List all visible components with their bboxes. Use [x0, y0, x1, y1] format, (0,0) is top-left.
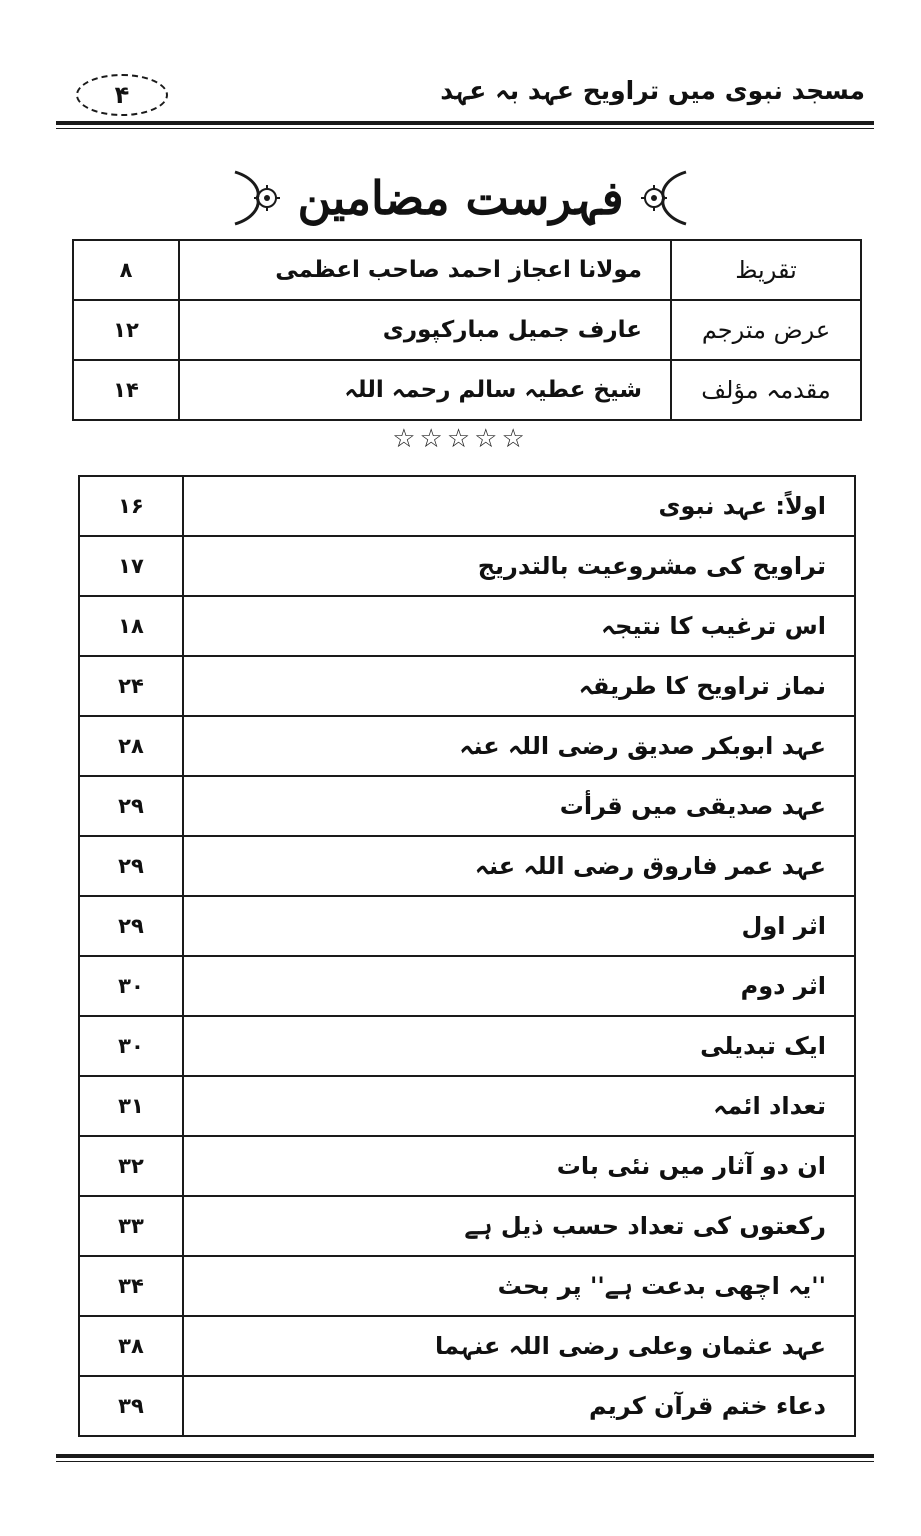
table-row — [79, 596, 855, 656]
front-matter-label: مقدمہ مؤلف — [671, 360, 861, 420]
running-title: مسجد نبوی میں تراویح عہد بہ عہد — [440, 76, 865, 105]
page-ref: ۱۷ — [79, 536, 183, 596]
table-row — [79, 476, 855, 536]
page-ref: ۱۶ — [79, 476, 183, 536]
footer-rule-thick — [56, 1454, 874, 1458]
front-matter-author: مولانا اعجاز احمد صاحب اعظمی — [179, 240, 671, 300]
header-rule-thick — [56, 121, 874, 125]
page-ref: ۱۴ — [73, 360, 179, 420]
page-ref: ۲۹ — [79, 896, 183, 956]
star-separator: ☆☆☆☆☆ — [392, 424, 529, 454]
table-row — [79, 1196, 855, 1256]
topic-title: اولاً: عہد نبوی — [183, 476, 855, 536]
front-matter-label: تقریظ — [671, 240, 861, 300]
topic-title: اثر اول — [183, 896, 855, 956]
table-row — [79, 1136, 855, 1196]
front-matter-author: عارف جمیل مبارکپوری — [179, 300, 671, 360]
table-row — [79, 776, 855, 836]
topic-title: تراویح کی مشروعیت بالتدریج — [183, 536, 855, 596]
topic-title: اس ترغیب کا نتیجہ — [183, 596, 855, 656]
table-row — [79, 1256, 855, 1316]
ornament-right-icon — [638, 168, 698, 228]
page-number: ۴ — [76, 74, 168, 116]
topic-title: ایک تبدیلی — [183, 1016, 855, 1076]
page-ref: ۲۴ — [79, 656, 183, 716]
topic-title: عہد عمر فاروق رضی اللہ عنہ — [183, 836, 855, 896]
page-title: فہرست مضامین — [297, 171, 624, 225]
front-matter-table — [72, 239, 862, 421]
table-row — [79, 1016, 855, 1076]
topic-title: ''یہ اچھی بدعت ہے'' پر بحث — [183, 1256, 855, 1316]
title-block — [0, 158, 921, 238]
table-row — [79, 956, 855, 1016]
front-matter-label: عرض مترجم — [671, 300, 861, 360]
contents-table — [78, 475, 856, 1437]
table-row — [79, 1076, 855, 1136]
page-ref: ۳۰ — [79, 956, 183, 1016]
table-row — [73, 300, 861, 360]
page-ref: ۲۹ — [79, 836, 183, 896]
page-ref: ۲۸ — [79, 716, 183, 776]
header-rule-thin — [56, 128, 874, 129]
page-ref: ۸ — [73, 240, 179, 300]
page-ref: ۳۱ — [79, 1076, 183, 1136]
page-ref: ۳۹ — [79, 1376, 183, 1436]
page-ref: ۲۹ — [79, 776, 183, 836]
page-ref: ۱۲ — [73, 300, 179, 360]
table-row — [79, 896, 855, 956]
page-ref: ۳۰ — [79, 1016, 183, 1076]
page-ref: ۳۲ — [79, 1136, 183, 1196]
page-ref: ۱۸ — [79, 596, 183, 656]
ornament-left-icon — [223, 168, 283, 228]
table-row — [79, 716, 855, 776]
topic-title: نماز تراویح کا طریقہ — [183, 656, 855, 716]
table-row — [79, 836, 855, 896]
topic-title: دعاء ختم قرآن کریم — [183, 1376, 855, 1436]
topic-title: ان دو آثار میں نئی بات — [183, 1136, 855, 1196]
page-ref: ۳۳ — [79, 1196, 183, 1256]
topic-title: تعداد ائمہ — [183, 1076, 855, 1136]
table-row — [73, 360, 861, 420]
footer-rule-thin — [56, 1461, 874, 1462]
topic-title: عہد ابوبکر صدیق رضی اللہ عنہ — [183, 716, 855, 776]
topic-title: عہد صدیقی میں قرأت — [183, 776, 855, 836]
page-ref: ۳۴ — [79, 1256, 183, 1316]
table-row — [79, 536, 855, 596]
front-matter-author: شیخ عطیہ سالم رحمہ اللہ — [179, 360, 671, 420]
table-row — [73, 240, 861, 300]
topic-title: اثر دوم — [183, 956, 855, 1016]
topic-title: عہد عثمان وعلی رضی اللہ عنہما — [183, 1316, 855, 1376]
table-row — [79, 1376, 855, 1436]
table-row — [79, 656, 855, 716]
topic-title: رکعتوں کی تعداد حسب ذیل ہے — [183, 1196, 855, 1256]
table-row — [79, 1316, 855, 1376]
page-ref: ۳۸ — [79, 1316, 183, 1376]
